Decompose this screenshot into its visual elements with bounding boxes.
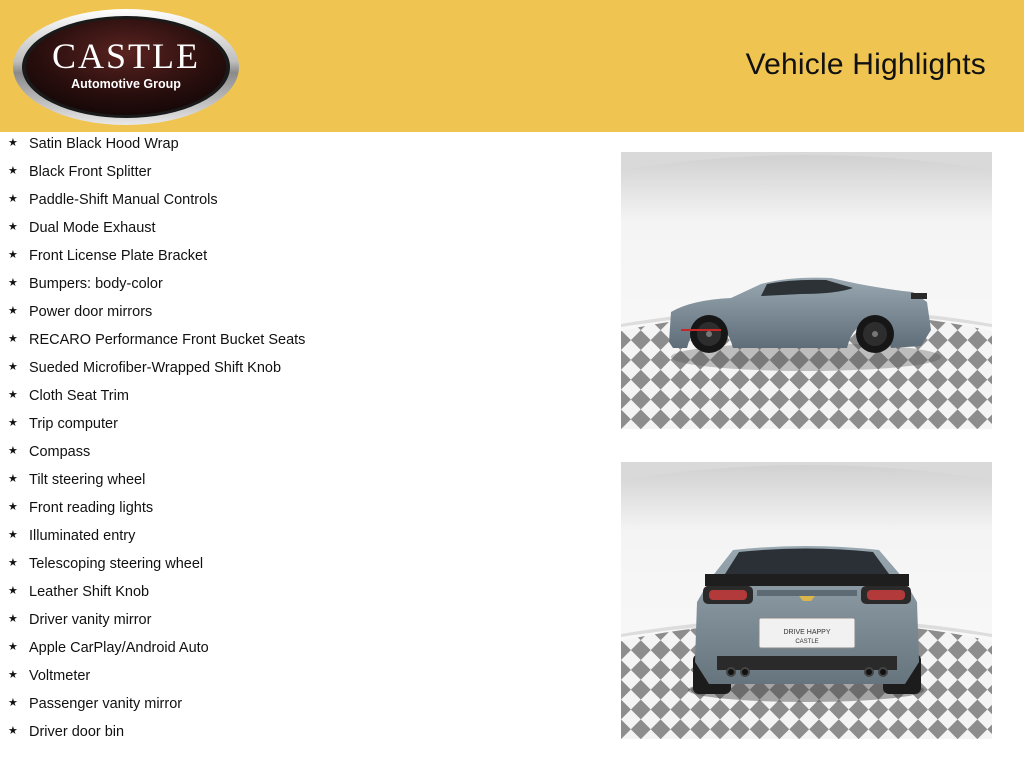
license-plate-line-2: CASTLE bbox=[795, 639, 819, 645]
feature-label: Cloth Seat Trim bbox=[29, 388, 129, 404]
feature-list bbox=[0, 132, 600, 748]
star-bullet-icon: ★ bbox=[8, 725, 18, 737]
star-bullet-icon: ★ bbox=[8, 445, 18, 457]
feature-item bbox=[0, 636, 600, 664]
feature-item bbox=[0, 132, 600, 160]
star-bullet-icon: ★ bbox=[8, 249, 18, 261]
logo-tagline: Automotive Group bbox=[71, 77, 181, 91]
feature-label: Trip computer bbox=[29, 416, 118, 432]
feature-label: Compass bbox=[29, 444, 91, 460]
feature-item bbox=[0, 664, 600, 692]
feature-item bbox=[0, 440, 600, 468]
feature-label: Driver door bin bbox=[29, 724, 125, 740]
feature-label: Sueded Microfiber-Wrapped Shift Knob bbox=[29, 360, 282, 376]
star-bullet-icon: ★ bbox=[8, 641, 18, 653]
star-bullet-icon: ★ bbox=[8, 669, 18, 681]
feature-item bbox=[0, 216, 600, 244]
feature-label: RECARO Performance Front Bucket Seats bbox=[29, 332, 306, 348]
feature-item bbox=[0, 692, 600, 720]
star-bullet-icon: ★ bbox=[8, 165, 18, 177]
star-bullet-icon: ★ bbox=[8, 137, 18, 149]
star-bullet-icon: ★ bbox=[8, 333, 18, 345]
feature-label: Leather Shift Knob bbox=[29, 584, 150, 600]
castle-logo bbox=[12, 8, 240, 126]
feature-item bbox=[0, 580, 600, 608]
feature-item bbox=[0, 468, 600, 496]
feature-label: Driver vanity mirror bbox=[29, 612, 152, 628]
logo-brand-name: CASTLE bbox=[51, 36, 201, 76]
star-bullet-icon: ★ bbox=[8, 613, 18, 625]
feature-label: Apple CarPlay/Android Auto bbox=[29, 640, 209, 656]
feature-label: Voltmeter bbox=[29, 668, 91, 684]
feature-item bbox=[0, 496, 600, 524]
feature-label: Power door mirrors bbox=[29, 304, 153, 320]
vehicle-side-photo bbox=[621, 152, 992, 429]
feature-label: Tilt steering wheel bbox=[29, 472, 146, 488]
star-bullet-icon: ★ bbox=[8, 501, 18, 513]
feature-item bbox=[0, 524, 600, 552]
star-bullet-icon: ★ bbox=[8, 361, 18, 373]
star-bullet-icon: ★ bbox=[8, 277, 18, 289]
star-bullet-icon: ★ bbox=[8, 473, 18, 485]
feature-item bbox=[0, 608, 600, 636]
vehicle-rear-photo bbox=[621, 462, 992, 739]
star-bullet-icon: ★ bbox=[8, 193, 18, 205]
feature-label: Front License Plate Bracket bbox=[29, 248, 208, 264]
license-plate-line-1: DRIVE HAPPY bbox=[783, 629, 831, 636]
star-bullet-icon: ★ bbox=[8, 697, 18, 709]
feature-label: Front reading lights bbox=[29, 500, 154, 516]
feature-label: Black Front Splitter bbox=[29, 164, 152, 180]
feature-label: Bumpers: body-color bbox=[29, 276, 163, 292]
star-bullet-icon: ★ bbox=[8, 221, 18, 233]
star-bullet-icon: ★ bbox=[8, 417, 18, 429]
feature-item bbox=[0, 160, 600, 188]
feature-item bbox=[0, 384, 600, 412]
page-title: Vehicle Highlights bbox=[745, 48, 986, 81]
star-bullet-icon: ★ bbox=[8, 389, 18, 401]
feature-item bbox=[0, 720, 600, 748]
feature-item bbox=[0, 328, 600, 356]
feature-item bbox=[0, 188, 600, 216]
star-bullet-icon: ★ bbox=[8, 585, 18, 597]
feature-item bbox=[0, 244, 600, 272]
feature-item bbox=[0, 356, 600, 384]
feature-label: Illuminated entry bbox=[29, 528, 136, 544]
feature-item bbox=[0, 412, 600, 440]
star-bullet-icon: ★ bbox=[8, 557, 18, 569]
header-banner bbox=[0, 0, 1024, 132]
feature-label: Paddle-Shift Manual Controls bbox=[29, 192, 218, 208]
feature-label: Dual Mode Exhaust bbox=[29, 220, 156, 236]
star-bullet-icon: ★ bbox=[8, 305, 18, 317]
feature-label: Satin Black Hood Wrap bbox=[29, 136, 179, 152]
feature-item bbox=[0, 272, 600, 300]
feature-item bbox=[0, 300, 600, 328]
feature-label: Passenger vanity mirror bbox=[29, 696, 183, 712]
star-bullet-icon: ★ bbox=[8, 529, 18, 541]
feature-item bbox=[0, 552, 600, 580]
feature-label: Telescoping steering wheel bbox=[29, 556, 204, 572]
